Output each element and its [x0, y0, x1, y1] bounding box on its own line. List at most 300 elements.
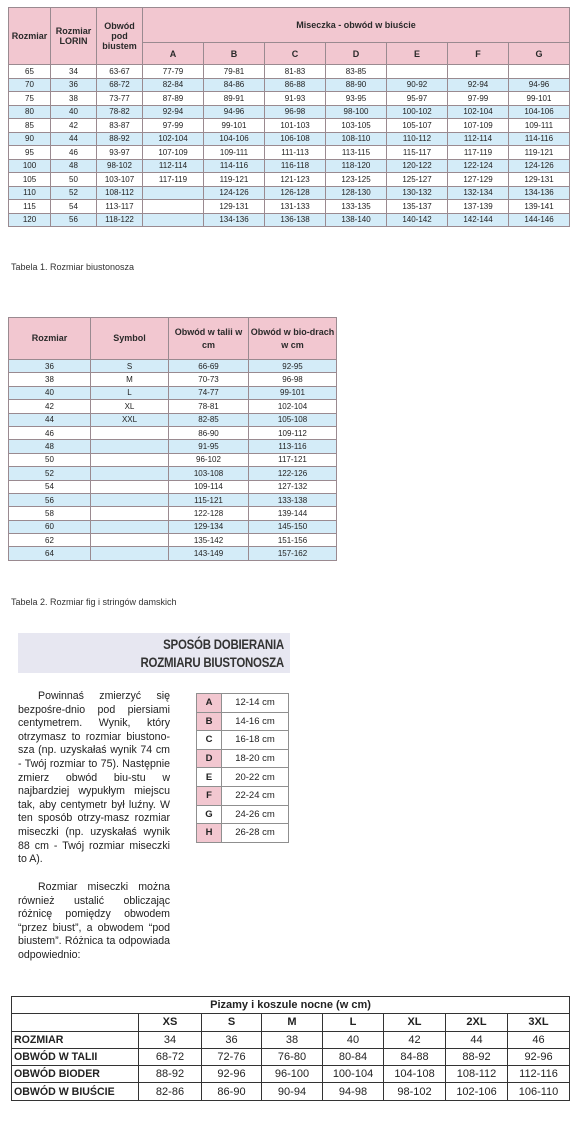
table-cell: 125-127: [387, 173, 448, 187]
cup-row: [197, 805, 289, 824]
table-cell: 50: [51, 173, 97, 187]
table-row: [9, 360, 337, 373]
table-row: [9, 440, 337, 453]
table-cell: 70: [9, 78, 51, 92]
table-cell: 120-122: [387, 159, 448, 173]
cup-row: [197, 712, 289, 731]
table-cell: 117-119: [448, 146, 509, 160]
header-cell: Obwód w bio-drach w cm: [249, 318, 337, 360]
table-cell: 102-104: [143, 132, 204, 146]
table-cell: 130-132: [387, 186, 448, 200]
table-cell: 124-126: [204, 186, 265, 200]
table-cell: 96-102: [169, 453, 249, 466]
table-cell: 104-108: [384, 1066, 446, 1083]
table-row: [9, 453, 337, 466]
table-cell: 109-111: [204, 146, 265, 160]
cup-letter: E: [197, 768, 222, 787]
header-cup-b: B: [204, 43, 265, 65]
row-label: OBWÓD W TALII: [12, 1048, 139, 1065]
table-cell: 66-69: [169, 360, 249, 373]
table-row: [9, 119, 570, 133]
table-cell: [448, 65, 509, 79]
table-cell: 134-136: [509, 186, 570, 200]
table-cell: 56: [51, 213, 97, 227]
table-cell: 50: [9, 453, 91, 466]
table-cell: 131-133: [265, 200, 326, 214]
row-label: OBWÓD W BIUŚCIE: [12, 1083, 139, 1100]
table-cell: 114-116: [204, 159, 265, 173]
table-cell: 75: [9, 92, 51, 106]
table-cell: 113-117: [97, 200, 143, 214]
bra-table-caption: Tabela 1. Rozmiar biustonosza: [11, 262, 135, 272]
table-cell: 98-100: [326, 105, 387, 119]
table-cell: 42: [51, 119, 97, 133]
table-cell: 140-142: [387, 213, 448, 227]
table-cell: 139-144: [249, 507, 337, 520]
table-cell: 157-162: [249, 547, 337, 560]
table-cell: 92-96: [202, 1066, 262, 1083]
header-cell: Rozmiar: [9, 318, 91, 360]
header-cup-c: C: [265, 43, 326, 65]
guide-title: SPOSÓB DOBIERANIA ROZMIARU BIUSTONOSZA: [140, 636, 284, 670]
table-cell: 79-81: [204, 65, 265, 79]
cup-difference: 20-22 cm: [222, 768, 289, 787]
table-cell: 115: [9, 200, 51, 214]
table-cell: 105-107: [387, 119, 448, 133]
table-cell: 90: [9, 132, 51, 146]
table-cell: L: [91, 386, 169, 399]
table-cell: 110-112: [387, 132, 448, 146]
table-cell: 118-122: [97, 213, 143, 227]
table-cell: 151-156: [249, 534, 337, 547]
table-cell: 58: [9, 507, 91, 520]
cup-letter: C: [197, 731, 222, 750]
table-cell: 84-88: [384, 1048, 446, 1065]
guide-paragraph-1: Powinnaś zmierzyć się bezpośre-dnio pod piersiami centymetrem. Wynik, który otrzymasz to rozmiar biustono-sza (np. uzyskałaś wynik 74 cm - Twój rozmiar to 75). Następnie zmierz obwód biu-stu w najbardziej wypukłym miejscu tak, aby centymetr był luźny. W ten sposób otrzy-masz rozmiar miseczki (np. uzyskałaś wynik 88 cm - Twój rozmiar miseczki to A).: [18, 690, 170, 866]
table-row: [9, 65, 570, 79]
table-cell: [91, 547, 169, 560]
table-cell: 40: [323, 1031, 384, 1048]
table-cell: [91, 467, 169, 480]
cup-row: [197, 768, 289, 787]
brief-table-caption: Tabela 2. Rozmiar fig i stringów damskich: [11, 597, 177, 607]
table-cell: 86-90: [169, 426, 249, 439]
table-cell: XXL: [91, 413, 169, 426]
table-cell: 77-79: [143, 65, 204, 79]
cup-letter: H: [197, 824, 222, 843]
table-cell: 108-110: [326, 132, 387, 146]
cup-difference: 12-14 cm: [222, 694, 289, 713]
table-cell: 135-137: [387, 200, 448, 214]
table-row: [9, 132, 570, 146]
table-cell: 107-109: [143, 146, 204, 160]
table-cell: 129-134: [169, 520, 249, 533]
table-cell: 82-86: [139, 1083, 202, 1100]
table-cell: 136-138: [265, 213, 326, 227]
table-row: [9, 507, 337, 520]
table-cell: 108-112: [97, 186, 143, 200]
table-cell: 99-101: [249, 386, 337, 399]
table-cell: 40: [9, 386, 91, 399]
header-cell: Obwód w talii w cm: [169, 318, 249, 360]
cup-letter: D: [197, 749, 222, 768]
table-row: [9, 386, 337, 399]
header-cup-group: Miseczka - obwód w biuście: [143, 8, 570, 43]
table-cell: 92-94: [143, 105, 204, 119]
table-cell: 36: [51, 78, 97, 92]
table-cell: 102-104: [249, 400, 337, 413]
table-row: [9, 493, 337, 506]
table-cell: 96-98: [249, 373, 337, 386]
table-cell: 56: [9, 493, 91, 506]
table-cell: 83-87: [97, 119, 143, 133]
table-cell: 84-86: [204, 78, 265, 92]
table-cell: 70-73: [169, 373, 249, 386]
table-cell: 117-119: [143, 173, 204, 187]
table-cell: 101-103: [265, 119, 326, 133]
table-cell: 113-115: [326, 146, 387, 160]
table-cell: 105: [9, 173, 51, 187]
table-cell: 100: [9, 159, 51, 173]
table-cell: 109-111: [509, 119, 570, 133]
table-cell: 99-101: [509, 92, 570, 106]
table-cell: 129-131: [204, 200, 265, 214]
table-cell: 68-72: [139, 1048, 202, 1065]
table-row: [9, 480, 337, 493]
table-row: [9, 467, 337, 480]
table-cell: 103-108: [169, 467, 249, 480]
table-cell: 94-96: [509, 78, 570, 92]
header-cup-g: G: [509, 43, 570, 65]
table-cell: 74-77: [169, 386, 249, 399]
cup-row: [197, 749, 289, 768]
table-cell: 94-98: [323, 1083, 384, 1100]
table-cell: 86-90: [202, 1083, 262, 1100]
table-cell: 119-121: [204, 173, 265, 187]
table-cell: [91, 493, 169, 506]
table-cell: 82-84: [143, 78, 204, 92]
table-cell: S: [91, 360, 169, 373]
size-header: 3XL: [508, 1014, 570, 1031]
table-cell: [91, 426, 169, 439]
brief-size-table: [8, 317, 337, 561]
table-row: [12, 1083, 570, 1100]
size-header: L: [323, 1014, 384, 1031]
table-row: [9, 373, 337, 386]
size-header: S: [202, 1014, 262, 1031]
size-header: 2XL: [446, 1014, 508, 1031]
table-cell: 104-106: [204, 132, 265, 146]
table-cell: 44: [51, 132, 97, 146]
table-cell: 38: [9, 373, 91, 386]
table-cell: [91, 480, 169, 493]
table-cell: 112-116: [508, 1066, 570, 1083]
size-header: XS: [139, 1014, 202, 1031]
table-cell: 44: [446, 1031, 508, 1048]
pajama-size-table: [11, 996, 570, 1101]
table-row: [9, 173, 570, 187]
table-cell: XL: [91, 400, 169, 413]
table-cell: 91-93: [265, 92, 326, 106]
table-cell: 65: [9, 65, 51, 79]
table-cell: 97-99: [143, 119, 204, 133]
table-cell: 73-77: [97, 92, 143, 106]
table-cell: 92-95: [249, 360, 337, 373]
table-cell: 103-107: [97, 173, 143, 187]
table-cell: 46: [508, 1031, 570, 1048]
table-cell: 144-146: [509, 213, 570, 227]
table-cell: 95: [9, 146, 51, 160]
empty-corner: [12, 1014, 139, 1031]
table-cell: 142-144: [448, 213, 509, 227]
table-cell: 124-126: [509, 159, 570, 173]
table-cell: 107-109: [448, 119, 509, 133]
table-cell: 80-84: [323, 1048, 384, 1065]
table-cell: 92-94: [448, 78, 509, 92]
table-cell: 83-85: [326, 65, 387, 79]
table-row: [9, 426, 337, 439]
table-cell: 108-112: [446, 1066, 508, 1083]
table-cell: 118-120: [326, 159, 387, 173]
table-cell: 145-150: [249, 520, 337, 533]
header-cup-e: E: [387, 43, 448, 65]
table-cell: 90-92: [387, 78, 448, 92]
table-cell: 44: [9, 413, 91, 426]
table-cell: 113-116: [249, 440, 337, 453]
table-cell: [91, 440, 169, 453]
table-cell: 132-134: [448, 186, 509, 200]
table-cell: 133-138: [249, 493, 337, 506]
bra-size-table: [8, 7, 570, 227]
cup-difference: 16-18 cm: [222, 731, 289, 750]
header-cup-f: F: [448, 43, 509, 65]
cup-difference-table: [196, 693, 289, 843]
table-cell: 91-95: [169, 440, 249, 453]
table-row: [9, 146, 570, 160]
table-cell: 80: [9, 105, 51, 119]
table-cell: 86-88: [265, 78, 326, 92]
table-cell: 122-128: [169, 507, 249, 520]
cup-difference: 22-24 cm: [222, 786, 289, 805]
table-cell: 88-92: [446, 1048, 508, 1065]
table-cell: 52: [9, 467, 91, 480]
guide-paragraph-2: Rozmiar miseczki można również ustalić obliczając różnicę pomiędzy obwodem “przez biust”, a obwodem “pod biustem”. Różnica ta odpowiada odpowiednio:: [18, 881, 170, 961]
header-cup-a: A: [143, 43, 204, 65]
table-cell: 87-89: [143, 92, 204, 106]
table-cell: 138-140: [326, 213, 387, 227]
table-cell: 90-94: [262, 1083, 323, 1100]
table-cell: 129-131: [509, 173, 570, 187]
table-cell: 62: [9, 534, 91, 547]
table-cell: M: [91, 373, 169, 386]
table-cell: 100-104: [323, 1066, 384, 1083]
table-cell: [91, 520, 169, 533]
table-cell: 97-99: [448, 92, 509, 106]
table-cell: 126-128: [265, 186, 326, 200]
size-header: XL: [384, 1014, 446, 1031]
table-cell: 68-72: [97, 78, 143, 92]
table-cell: 76-80: [262, 1048, 323, 1065]
table-cell: 98-102: [384, 1083, 446, 1100]
table-cell: 36: [9, 360, 91, 373]
cup-letter: G: [197, 805, 222, 824]
table-cell: 88-92: [97, 132, 143, 146]
table-cell: 112-114: [143, 159, 204, 173]
table-cell: 102-106: [446, 1083, 508, 1100]
cup-difference: 14-16 cm: [222, 712, 289, 731]
cup-row: [197, 824, 289, 843]
table-cell: 99-101: [204, 119, 265, 133]
cup-letter: F: [197, 786, 222, 805]
table-cell: 92-96: [508, 1048, 570, 1065]
table-cell: 139-141: [509, 200, 570, 214]
table-cell: 105-108: [249, 413, 337, 426]
table-cell: 63-67: [97, 65, 143, 79]
table-cell: 40: [51, 105, 97, 119]
table-row: [9, 200, 570, 214]
table-cell: 72-76: [202, 1048, 262, 1065]
table-row: [9, 92, 570, 106]
table-cell: 121-123: [265, 173, 326, 187]
table-cell: [91, 507, 169, 520]
table-cell: 48: [9, 440, 91, 453]
cup-letter: A: [197, 694, 222, 713]
table-cell: 133-135: [326, 200, 387, 214]
table-cell: 60: [9, 520, 91, 533]
table-cell: 122-124: [448, 159, 509, 173]
table-row: [9, 78, 570, 92]
table-cell: 48: [51, 159, 97, 173]
table-cell: 38: [51, 92, 97, 106]
table-cell: 98-102: [97, 159, 143, 173]
table-row: [12, 1066, 570, 1083]
table-cell: 123-125: [326, 173, 387, 187]
table-cell: 88-92: [139, 1066, 202, 1083]
guide-header-box: [18, 633, 290, 673]
table-cell: 115-117: [387, 146, 448, 160]
table-cell: [387, 65, 448, 79]
cup-difference: 18-20 cm: [222, 749, 289, 768]
table-cell: 116-118: [265, 159, 326, 173]
table-cell: 127-129: [448, 173, 509, 187]
table-cell: 120: [9, 213, 51, 227]
table-cell: 119-121: [509, 146, 570, 160]
table-cell: 46: [9, 426, 91, 439]
table-cell: 127-132: [249, 480, 337, 493]
pajama-table-title: Pizamy i koszule nocne (w cm): [12, 997, 570, 1014]
table-cell: 96-98: [265, 105, 326, 119]
cup-row: [197, 786, 289, 805]
table-cell: 81-83: [265, 65, 326, 79]
table-cell: 104-106: [509, 105, 570, 119]
table-cell: 85: [9, 119, 51, 133]
table-cell: 135-142: [169, 534, 249, 547]
table-cell: 38: [262, 1031, 323, 1048]
table-cell: 109-114: [169, 480, 249, 493]
row-label: ROZMIAR: [12, 1031, 139, 1048]
cup-difference: 26-28 cm: [222, 824, 289, 843]
table-cell: 106-108: [265, 132, 326, 146]
cup-row: [197, 694, 289, 713]
table-cell: 117-121: [249, 453, 337, 466]
table-row: [12, 1031, 570, 1048]
row-label: OBWÓD BIODER: [12, 1066, 139, 1083]
table-cell: 143-149: [169, 547, 249, 560]
header-cell: Symbol: [91, 318, 169, 360]
table-cell: 110: [9, 186, 51, 200]
cup-difference: 24-26 cm: [222, 805, 289, 824]
table-row: [9, 534, 337, 547]
table-row: [9, 213, 570, 227]
table-row: [9, 413, 337, 426]
header-underbust: Obwód pod biustem: [97, 8, 143, 65]
table-cell: 42: [384, 1031, 446, 1048]
table-cell: 93-95: [326, 92, 387, 106]
table-cell: 34: [51, 65, 97, 79]
table-cell: 106-110: [508, 1083, 570, 1100]
table-cell: 115-121: [169, 493, 249, 506]
table-cell: 54: [51, 200, 97, 214]
table-row: [9, 159, 570, 173]
cup-row: [197, 731, 289, 750]
header-cup-d: D: [326, 43, 387, 65]
table-row: [9, 520, 337, 533]
table-cell: 122-126: [249, 467, 337, 480]
table-cell: 134-136: [204, 213, 265, 227]
size-header: M: [262, 1014, 323, 1031]
table-cell: 36: [202, 1031, 262, 1048]
table-cell: 111-113: [265, 146, 326, 160]
table-cell: 137-139: [448, 200, 509, 214]
table-cell: 102-104: [448, 105, 509, 119]
table-header-row: [12, 1014, 570, 1031]
table-row: [9, 547, 337, 560]
table-cell: 52: [51, 186, 97, 200]
table-cell: 82-85: [169, 413, 249, 426]
table-cell: 114-116: [509, 132, 570, 146]
table-row: [9, 400, 337, 413]
table-cell: [143, 213, 204, 227]
table-cell: 93-97: [97, 146, 143, 160]
table-cell: 54: [9, 480, 91, 493]
table-cell: 112-114: [448, 132, 509, 146]
table-cell: 109-112: [249, 426, 337, 439]
table-cell: 95-97: [387, 92, 448, 106]
table-cell: 89-91: [204, 92, 265, 106]
table-row: [9, 186, 570, 200]
table-row: [12, 1048, 570, 1065]
table-cell: [91, 453, 169, 466]
table-cell: [509, 65, 570, 79]
cup-letter: B: [197, 712, 222, 731]
table-cell: 34: [139, 1031, 202, 1048]
table-cell: 42: [9, 400, 91, 413]
table-row: [9, 105, 570, 119]
table-cell: 78-81: [169, 400, 249, 413]
table-cell: [143, 186, 204, 200]
table-cell: 64: [9, 547, 91, 560]
table-cell: 100-102: [387, 105, 448, 119]
table-cell: 103-105: [326, 119, 387, 133]
table-cell: 128-130: [326, 186, 387, 200]
table-cell: 94-96: [204, 105, 265, 119]
table-cell: 46: [51, 146, 97, 160]
table-cell: [91, 534, 169, 547]
header-size: Rozmiar: [9, 8, 51, 65]
table-cell: 78-82: [97, 105, 143, 119]
header-lorin: Rozmiar LORIN: [51, 8, 97, 65]
table-cell: 88-90: [326, 78, 387, 92]
